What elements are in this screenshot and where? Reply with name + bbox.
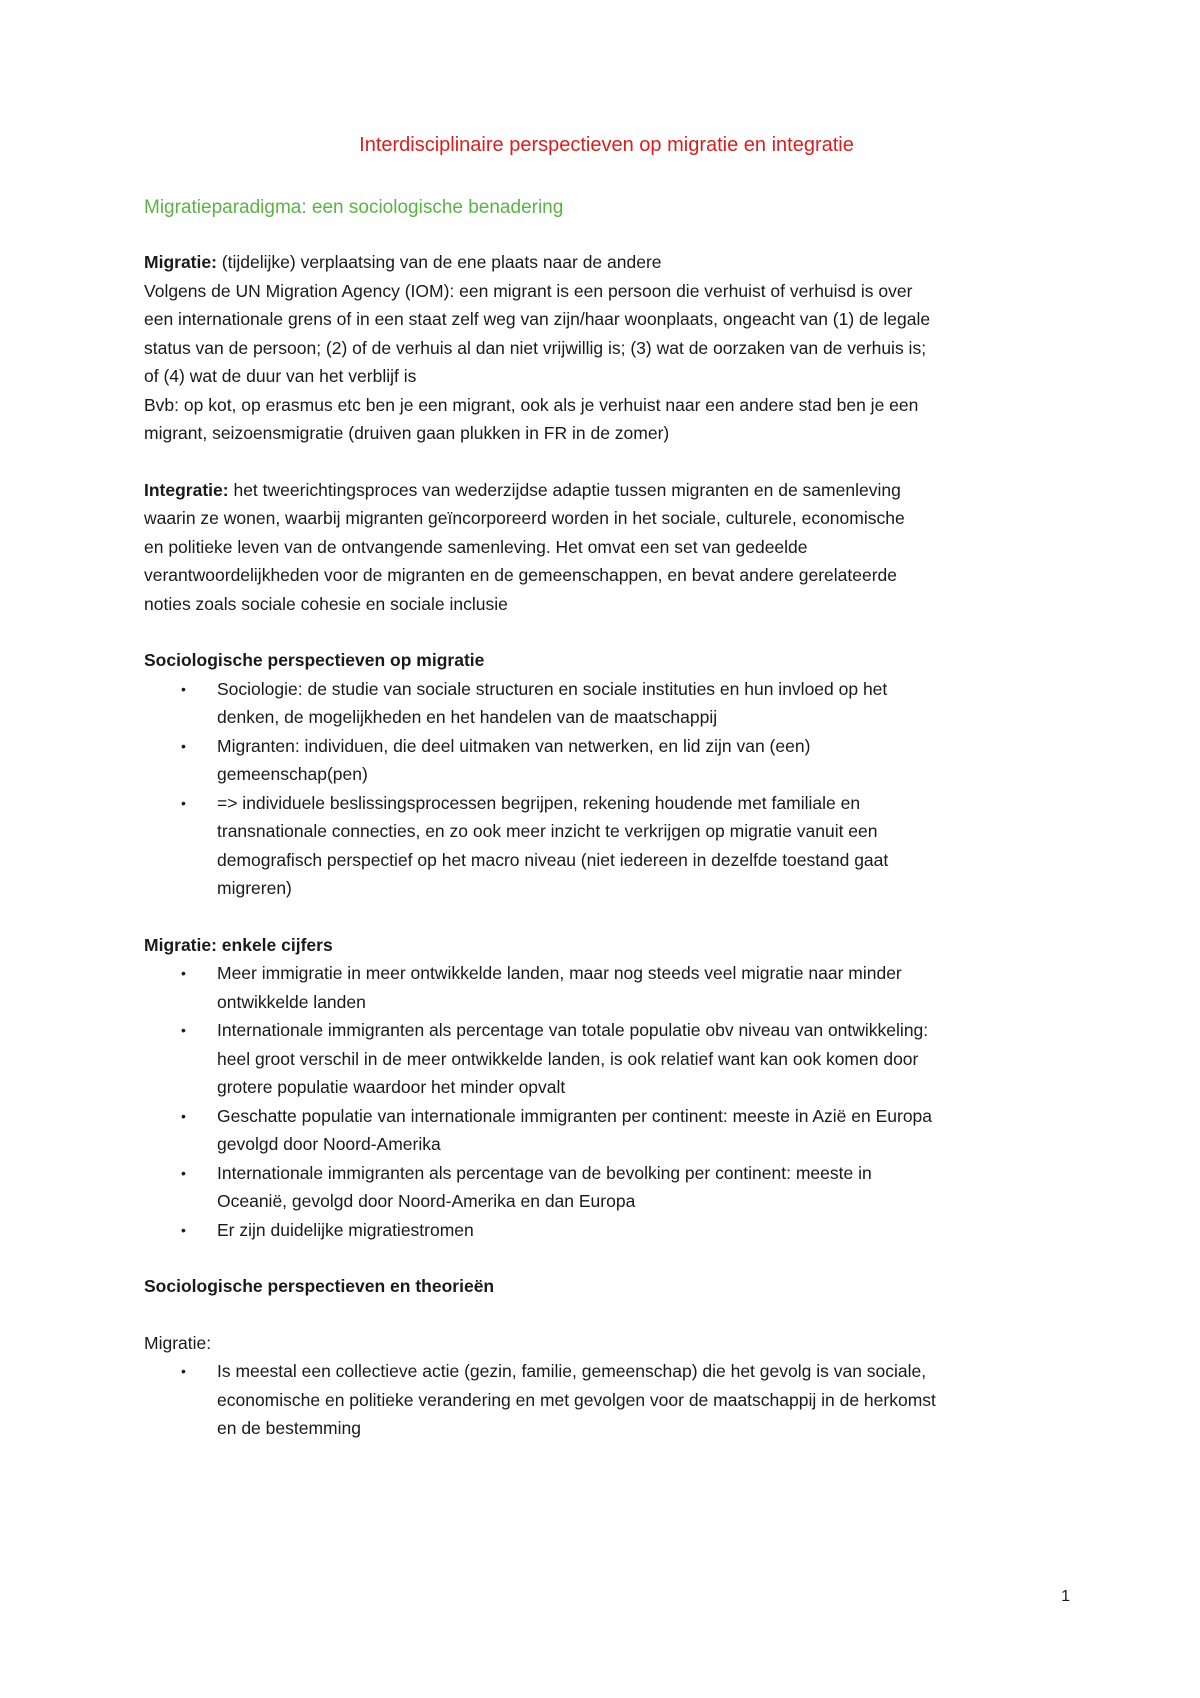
bullet-icon: • — [181, 1107, 186, 1124]
integratie-line-4: verantwoordelijkheden voor de migranten en de gemeenschappen, en bevat andere gerelateerde — [144, 565, 898, 585]
bullet-icon: • — [181, 1164, 186, 1181]
list-item-line: Migranten: individuen, die deel uitmaken van netwerken, en lid zijn van (een) — [217, 735, 811, 756]
integratie-term: Integratie: — [144, 479, 229, 500]
list-item-line: gevolgd door Noord-Amerika — [217, 1134, 441, 1154]
list-item-line: Is meestal een collectieve actie (gezin, familie, gemeenschap) die het gevolg is van sociale, — [217, 1361, 927, 1381]
section-heading-enkele-cijfers: Migratie: enkele cijfers — [144, 934, 333, 955]
iom-line-2: een internationale grens of in een staat zelf weg van zijn/haar woonplaats, ongeacht van (1) de legale — [144, 309, 931, 329]
list-item-line: gemeenschap(pen) — [217, 764, 368, 784]
migratie-definition-text: (tijdelijke) verplaatsing van de ene plaats naar de andere — [216, 252, 662, 272]
list-item-line: grotere populatie waardoor het minder opvalt — [217, 1077, 566, 1097]
integratie-line-5: noties zoals sociale cohesie en sociale inclusie — [144, 593, 508, 614]
page-number: 1 — [1061, 1588, 1070, 1605]
list-item-line: ontwikkelde landen — [217, 991, 366, 1012]
list-item-line: Internationale immigranten als percentage van de bevolking per continent: meeste in — [217, 1162, 872, 1183]
migratie-definition — [144, 248, 1069, 277]
bullet-icon: • — [181, 1022, 186, 1038]
subheading-migratie: Migratie: — [144, 1332, 212, 1353]
migratie-term: Migratie: — [144, 252, 217, 272]
integratie-line-1-text: het tweerichtingsproces van wederzijdse adaptie tussen migranten en de samenleving — [228, 479, 901, 500]
list-item — [144, 675, 1069, 732]
list-item-line: economische en politieke verandering en met gevolgen voor de maatschappij in de herkomst — [217, 1389, 936, 1410]
bullet-icon: • — [181, 1221, 186, 1238]
section3-list — [144, 1357, 1069, 1443]
list-item-line: en de bestemming — [217, 1418, 361, 1438]
bvb-line-2: migrant, seizoensmigratie (druiven gaan plukken in FR in de zomer) — [144, 423, 670, 443]
document-subtitle: Migratieparadigma: een sociologische benadering — [144, 197, 564, 218]
section1-list — [144, 675, 1069, 903]
section2-list — [144, 959, 1069, 1244]
bullet-icon: • — [181, 965, 186, 981]
list-item — [144, 1102, 1069, 1159]
list-item-line: Internationale immigranten als percentage van totale populatie obv niveau van ontwikkeling: — [217, 1020, 929, 1040]
list-item-line: Er zijn duidelijke migratiestromen — [217, 1219, 474, 1240]
spacer — [144, 1244, 1069, 1272]
bullet-icon: • — [181, 680, 186, 697]
spacer — [144, 1301, 1069, 1329]
bvb-line-1: Bvb: op kot, op erasmus etc ben je een migrant, ook als je verhuist naar een andere stad ben je een — [144, 394, 919, 415]
spacer — [144, 903, 1069, 931]
spacer — [144, 448, 1069, 476]
iom-line-4: of (4) wat de duur van het verblijf is — [144, 366, 417, 386]
list-item-line: Sociologie: de studie van sociale structuren en sociale instituties en hun invloed op het — [217, 678, 888, 699]
list-item — [144, 959, 1069, 1016]
list-item-line: Geschatte populatie van internationale immigranten per continent: meeste in Azië en Europa — [217, 1105, 933, 1126]
list-item-line: transnationale connecties, en zo ook meer inzicht te verkrijgen op migratie vanuit een — [217, 821, 878, 841]
document-title: Interdisciplinaire perspectieven op migratie en integratie — [359, 134, 854, 156]
iom-line-1: Volgens de UN Migration Agency (IOM): een migrant is een persoon die verhuist of verhuisd is over — [144, 280, 913, 301]
list-item — [144, 1357, 1069, 1443]
list-item — [144, 732, 1069, 789]
list-item-line: => individuele beslissingsprocessen begrijpen, rekening houdende met familiale en — [217, 792, 861, 813]
list-item-line: Oceanië, gevolgd door Noord-Amerika en dan Europa — [217, 1191, 636, 1211]
section-heading-sociologische-perspectieven: Sociologische perspectieven op migratie — [144, 650, 485, 670]
list-item-line: denken, de mogelijkheden en het handelen van de maatschappij — [217, 707, 718, 727]
list-item-line: demografisch perspectief op het macro niveau (niet iedereen in dezelfde toestand gaat — [217, 849, 889, 870]
list-item — [144, 1016, 1069, 1102]
integratie-line-1 — [144, 476, 1069, 505]
list-item — [144, 789, 1069, 903]
iom-line-3: status van de persoon; (2) of de verhuis al dan niet vrijwillig is; (3) wat de oorzaken van de verhuis is; — [144, 337, 927, 358]
document-page — [144, 130, 1069, 1443]
integratie-line-3: en politieke leven van de ontvangende samenleving. Het omvat een set van gedeelde — [144, 536, 808, 557]
list-item-line: Meer immigratie in meer ontwikkelde landen, maar nog steeds veel migratie naar minder — [217, 963, 902, 983]
list-item — [144, 1159, 1069, 1216]
bullet-icon: • — [181, 737, 186, 754]
section-heading-theorieen: Sociologische perspectieven en theorieën — [144, 1276, 495, 1296]
list-item — [144, 1216, 1069, 1245]
bullet-icon: • — [181, 794, 186, 811]
bullet-icon: • — [181, 1363, 186, 1379]
spacer — [144, 618, 1069, 646]
list-item-line: heel groot verschil in de meer ontwikkelde landen, is ook relatief want kan ook komen door — [217, 1048, 919, 1069]
integratie-line-2: waarin ze wonen, waarbij migranten geïncorporeerd worden in het sociale, culturele, economische — [144, 508, 905, 528]
list-item-line: migreren) — [217, 878, 292, 898]
